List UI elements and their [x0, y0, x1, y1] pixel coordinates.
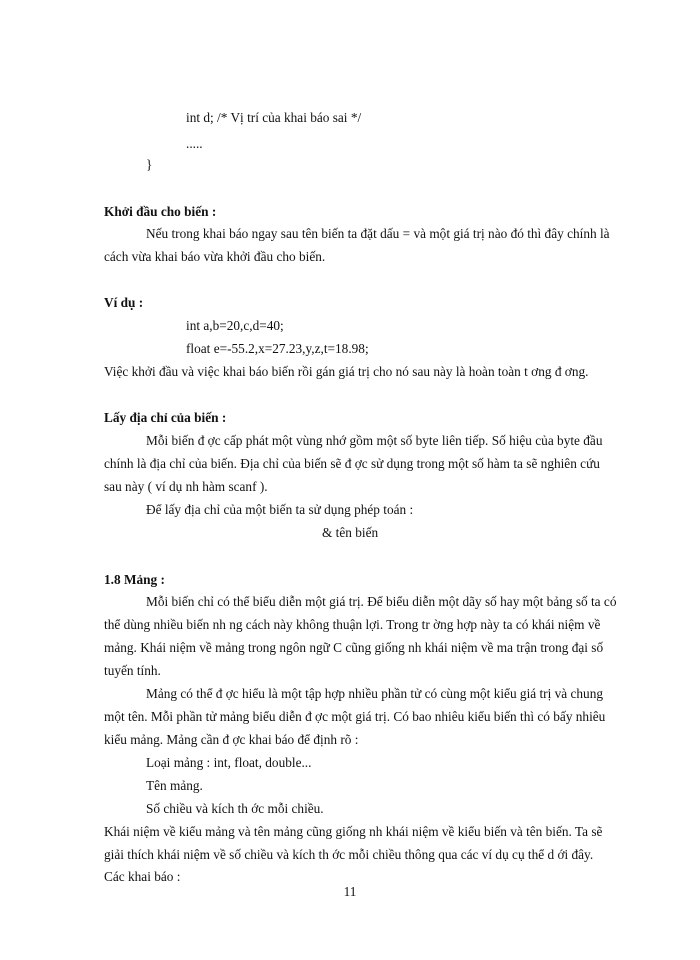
paragraph-line: kiểu mảng. Mảng cần đ ợc khai báo để định rõ :: [104, 732, 359, 747]
heading-address: Lấy địa chỉ của biến :: [104, 410, 227, 425]
code-line-ellipsis: .....: [186, 136, 203, 151]
paragraph-line: tuyến tính.: [104, 663, 161, 678]
paragraph-line: Các khai báo :: [104, 869, 181, 884]
paragraph-line: cách vừa khai báo vừa khởi đầu cho biến.: [104, 249, 326, 264]
list-item: Số chiều và kích th ớc mỗi chiều.: [146, 801, 324, 816]
code-line-float: float e=-55.2,x=27.23,y,z,t=18.98;: [186, 341, 369, 356]
address-operator: & tên biến: [322, 525, 379, 540]
paragraph-line: chính là địa chỉ của biến. Địa chỉ của biến sẽ đ ợc sử dụng trong một số hàm ta sẽ nghiên cứu: [104, 456, 600, 471]
list-item: Tên mảng.: [146, 778, 203, 793]
list-item: Loại mảng : int, float, double...: [146, 755, 312, 770]
paragraph-line: Mảng có thể đ ợc hiểu là một tập hợp nhiều phần tử có cùng một kiểu giá trị và chung: [146, 686, 604, 701]
code-line-int: int a,b=20,c,d=40;: [186, 318, 284, 333]
heading-example: Ví dụ :: [104, 295, 144, 310]
heading-init: Khởi đầu cho biến :: [104, 204, 217, 219]
paragraph-line: một tên. Mỗi phần tử mảng biểu diễn đ ợc một giá trị. Có bao nhiêu kiểu biến thì có bấy nhiêu: [104, 709, 606, 724]
page-number: 11: [343, 884, 357, 899]
paragraph-line: Nếu trong khai báo ngay sau tên biến ta đặt dấu = và một giá trị nào đó thì đây chính là: [146, 226, 610, 241]
paragraph-line: giải thích khái niệm về số chiều và kích th ớc mỗi chiều thông qua các ví dụ cụ thể d ới đây.: [104, 847, 594, 862]
code-closing-brace: }: [146, 157, 153, 172]
paragraph-line: Việc khởi đầu và việc khai báo biến rồi gán giá trị cho nó sau này là hoàn toàn t ơng đ ơng.: [104, 364, 589, 379]
paragraph-line: Mỗi biến chỉ có thể biểu diễn một giá trị. Để biểu diễn một dãy số hay một bảng số ta có: [146, 594, 617, 609]
paragraph-line: thể dùng nhiều biến nh ng cách này không thuận lợi. Trong tr ờng hợp này ta có khái niệm về: [104, 617, 601, 632]
paragraph-line: Khái niệm về kiểu mảng và tên mảng cũng giống nh khái niệm về kiểu biến và tên biến. Ta sẽ: [104, 824, 603, 839]
paragraph-line: sau này ( ví dụ nh hàm scanf ).: [104, 479, 268, 494]
code-line-int-d: int d; /* Vị trí của khai báo sai */: [186, 110, 362, 125]
paragraph-line: Để lấy địa chỉ của một biến ta sử dụng phép toán :: [146, 502, 414, 517]
paragraph-line: Mỗi biến đ ợc cấp phát một vùng nhớ gồm một số byte liên tiếp. Số hiệu của byte đầu: [146, 433, 603, 448]
paragraph-line: mảng. Khái niệm về mảng trong ngôn ngữ C cũng giống nh khái niệm về ma trận trong đại số: [104, 640, 604, 655]
heading-array: 1.8 Mảng :: [104, 572, 165, 587]
